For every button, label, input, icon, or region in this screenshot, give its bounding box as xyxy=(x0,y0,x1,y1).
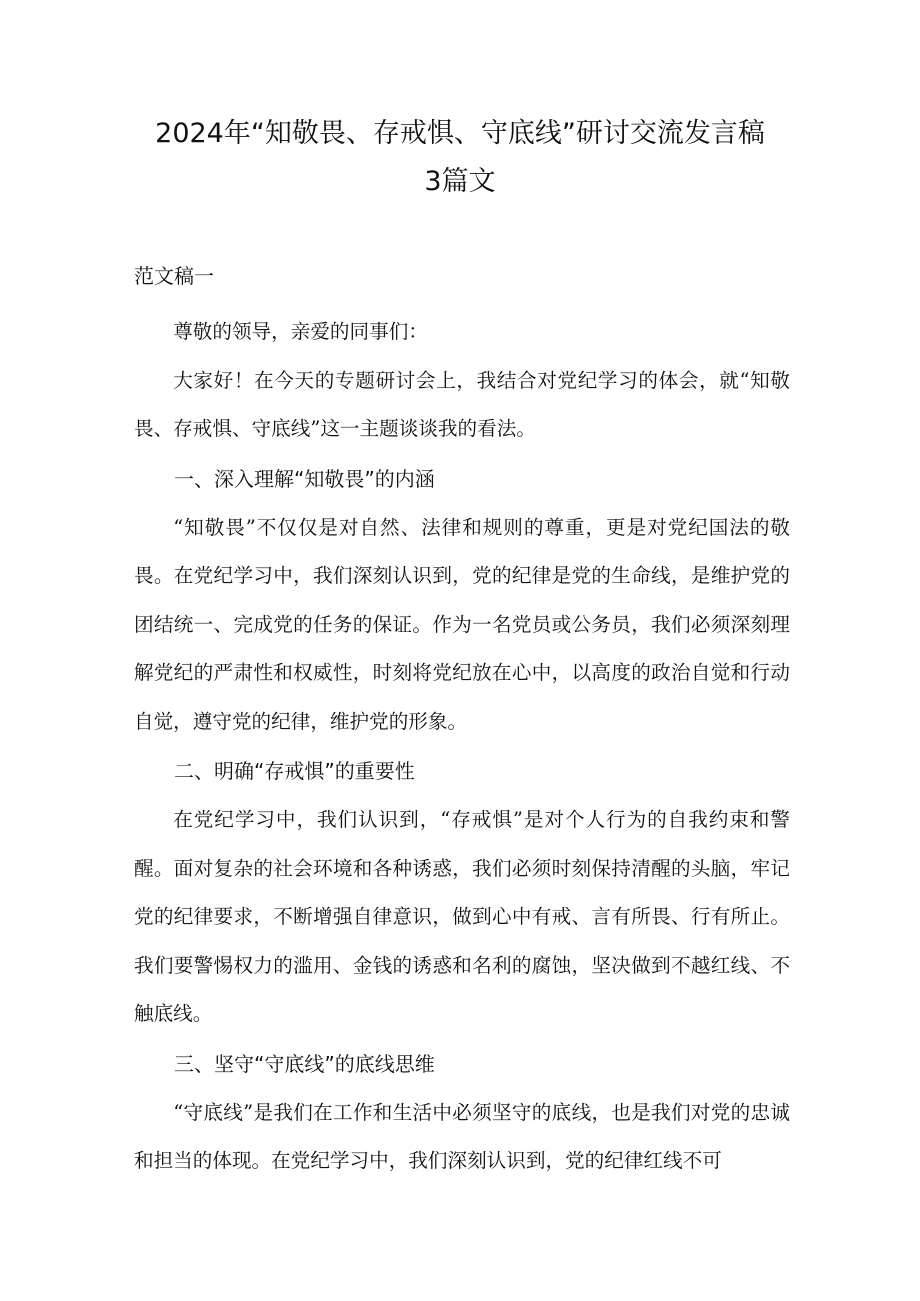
document-title xyxy=(110,110,810,206)
paragraph-1: “知敬畏”不仅仅是对自然、法律和规则的尊重，更是对党纪国法的敬畏。在党纪学习中，我们深刻认识到，党的纪律是党的生命线，是维护党的团结统一、完成党的任务的保证。作为一名党员或公务员，我们必须深刻理解党纪的严肃性和权威性，时刻将党纪放在心中，以高度的政治自觉和行动自觉，遵守党的纪律，维护党的形象。 xyxy=(134,515,790,733)
intro-paragraph: 大家好！在今天的专题研讨会上，我结合对党纪学习的体会，就“知敬畏、存戒惧、守底线”这一主题谈谈我的看法。 xyxy=(134,368,790,440)
heading-1: 一、深入理解“知敬畏”的内涵 xyxy=(174,466,435,491)
paragraph-2: 在党纪学习中，我们认识到，“存戒惧”是对个人行为的自我约束和警醒。面对复杂的社会环境和各种诱惑，我们必须时刻保持清醒的头脑，牢记党的纪律要求，不断增强自律意识，做到心中有戒、言有所畏、行有所止。我们要警惕权力的滥用、金钱的诱惑和名利的腐蚀，坚决做到不越红线、不触底线。 xyxy=(134,808,790,1025)
title-line-2: 3篇文 xyxy=(424,166,496,197)
title-line-1: 2024年“知敬畏、存戒惧、守底线”研讨交流发言稿 xyxy=(155,118,765,149)
section-label: 范文稿一 xyxy=(134,264,214,288)
paragraph-3: “守底线”是我们在工作和生活中必须坚守的底线，也是我们对党的忠诚和担当的体现。在党纪学习中，我们深刻认识到，党的纪律红线不可 xyxy=(134,1100,790,1172)
heading-2: 二、明确“存戒惧”的重要性 xyxy=(174,759,415,783)
document-body xyxy=(134,308,790,1186)
salutation: 尊敬的领导，亲爱的同事们： xyxy=(173,320,428,343)
heading-3: 三、坚守“守底线”的底线思维 xyxy=(174,1051,435,1076)
